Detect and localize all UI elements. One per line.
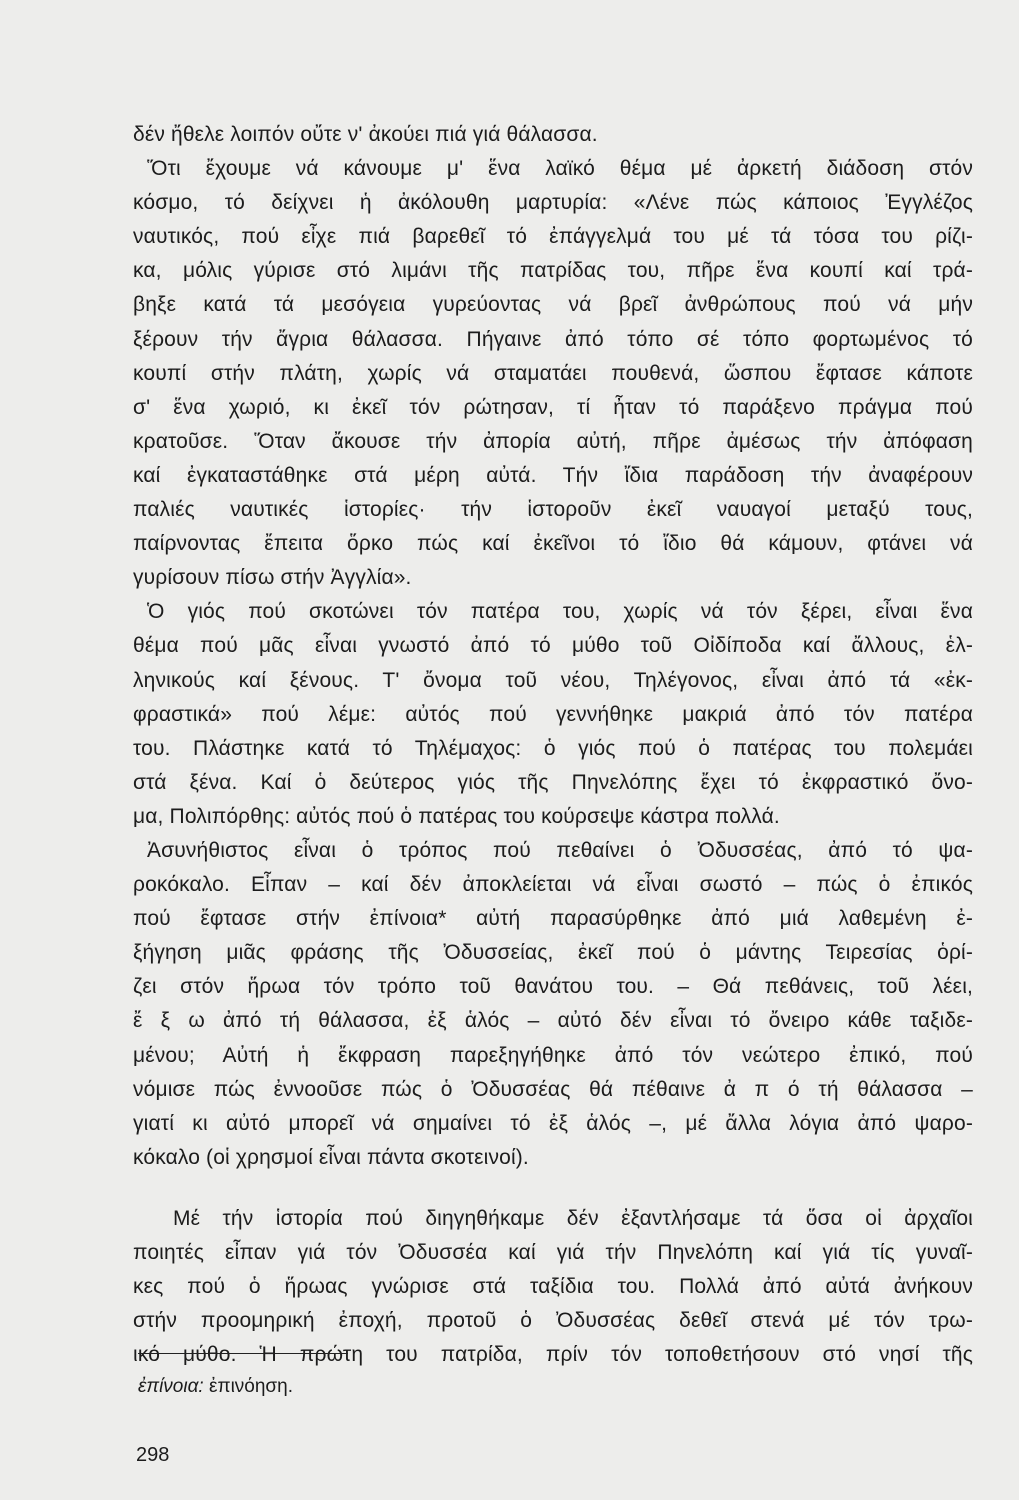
text-line: του. Πλάστηκε κατά τό Τηλέμαχος: ὁ γιός πού ὁ πατέρας του πολεμάει [133,736,973,760]
text-line: παλιές ναυτικές ἱστορίες· τήν ἱστοροῦν ἐκεῖ ναυαγοί μεταξύ τους, [133,498,973,522]
footnote-divider [138,1353,348,1354]
text-line: ἔ ξ ω ἀπό τή θάλασσα, ἐξ ἁλός – αὐτό δέν εἶναι τό ὄνειρο κάθε ταξιδε- [133,1009,973,1033]
footnote-definition: ἐπινόηση. [208,1376,293,1397]
text-line: ικό μύθο. Ἡ πρώτη του πατρίδα, πρίν τόν τοποθετήσουν στό νησί τῆς [133,1343,973,1367]
text-line: κόσμο, τό δείχνει ἡ ἀκόλουθη μαρτυρία: «Λένε πώς κάποιος Ἐγγλέζος [133,191,973,215]
text-line: νόμισε πώς ἐννοοῦσε πώς ὁ Ὀδυσσέας θά πέθαινε ἀ π ό τή θάλασσα – [133,1077,973,1101]
text-line: κουπί στήν πλάτη, χωρίς νά σταματάει πουθενά, ὥσπου ἔφτασε κάποτε [133,361,973,385]
text-line: παίρνοντας ἔπειτα ὅρκο πώς καί ἐκεῖνοι τό ἴδιο θά κάμουν, φτάνει νά [133,532,973,556]
text-line: φραστικά» πού λέμε: αὐτός πού γεννήθηκε μακριά ἀπό τόν πατέρα [133,702,973,726]
text-line: κόκαλο (οἱ χρησμοί εἶναι πάντα σκοτεινοί). [133,1145,529,1169]
text-line: μα, Πολιπόρθης: αὐτός πού ὁ πατέρας του κούρσεψε κάστρα πολλά. [133,804,780,828]
text-line: δέν ἤθελε λοιπόν οὔτε ν' ἀκούει πιά γιά θάλασσα. [133,123,598,146]
text-line: κα, μόλις γύρισε στό λιμάνι τῆς πατρίδας του, πῆρε ἕνα κουπί καί τρά- [133,259,973,283]
text-line: θέμα πού μᾶς εἶναι γνωστό ἀπό τό μύθο τοῦ Οἰδίποδα καί ἄλλους, ἑλ- [133,634,973,658]
text-line: μένου; Αὐτή ἡ ἔκφραση παρεξηγήθηκε ἀπό τόν νεώτερο ἐπικό, πού [133,1043,973,1067]
text-line: ζει στόν ἥρωα τόν τρόπο τοῦ θανάτου του. – Θά πεθάνεις, τοῦ λέει, [133,975,973,999]
text-line: ξέρουν τήν ἄγρια θάλασσα. Πήγαινε ἀπό τόπο σέ τόπο φορτωμένος τό [133,327,973,351]
text-line: κρατοῦσε. Ὅταν ἄκουσε τήν ἀπορία αὐτή, πῆρε ἀμέσως τήν ἀπόφαση [133,429,973,453]
text-line: καί ἐγκαταστάθηκε στά μέρη αὐτά. Τήν ἴδια παράδοση τήν ἀναφέρουν [133,463,973,487]
text-line: γυρίσουν πίσω στήν Ἀγγλία». [133,566,412,590]
text-line: βηξε κατά τά μεσόγεια γυρεύοντας νά βρεῖ ἀνθρώπους πού νά μήν [133,293,973,317]
footnote-term: ἐπίνοια: [138,1376,204,1397]
footnote [138,1374,293,1400]
text-line: ξήγηση μιᾶς φράσης τῆς Ὀδυσσείας, ἐκεῖ πού ὁ μάντης Τειρεσίας ὁρί- [133,941,973,965]
text-line: σ' ἕνα χωριό, κι ἐκεῖ τόν ρώτησαν, τί ἦταν τό παράξενο πράγμα πού [133,395,973,419]
text-line: γιατί κι αὐτό μπορεῖ νά σημαίνει τό ἐξ ἁλός –, μέ ἄλλα λόγια ἀπό ψαρο- [133,1111,973,1135]
text-line: πού ἔφτασε στήν ἐπίνοια* αὐτή παρασύρθηκε ἀπό μιά λαθεμένη ἐ- [133,907,973,931]
text-line: κες πού ὁ ἥρωας γνώρισε στά ταξίδια του. Πολλά ἀπό αὐτά ἀνήκουν [133,1275,973,1299]
text-line: στήν προομηρική ἐποχή, προτοῦ ὁ Ὀδυσσέας δεθεῖ στενά μέ τόν τρω- [133,1309,973,1333]
text-line: ναυτικός, πού εἶχε πιά βαρεθεῖ τό ἐπάγγελμά του μέ τά τόσα του ρίζι- [133,225,973,249]
text-line: ροκόκαλο. Εἶπαν – καί δέν ἀποκλείεται νά εἶναι σωστό – πώς ὁ ἐπικός [133,873,973,897]
text-line: ληνικούς καί ξένους. Τ' ὄνομα τοῦ νέου, Τηλέγονος, εἶναι ἀπό τά «ἐκ- [133,668,973,692]
text-line: Μέ τήν ἱστορία πού διηγηθήκαμε δέν ἐξαντλήσαμε τά ὅσα οἱ ἀρχαῖοι [173,1206,973,1230]
text-line: στά ξένα. Καί ὁ δεύτερος γιός τῆς Πηνελόπης ἔχει τό ἐκφραστικό ὄνο- [133,770,973,794]
text-line: Ἀσυνήθιστος εἶναι ὁ τρόπος πού πεθαίνει ὁ Ὀδυσσέας, ἀπό τό ψα- [147,838,973,862]
body-text [133,118,973,1372]
text-line: Ὁ γιός πού σκοτώνει τόν πατέρα του, χωρίς νά τόν ξέρει, εἶναι ἕνα [147,600,973,624]
text-line: ποιητές εἶπαν γιά τόν Ὀδυσσέα καί γιά τήν Πηνελόπη καί γιά τίς γυναῖ- [133,1241,973,1264]
page-number: 298 [136,1444,170,1466]
paragraph-gap [133,1175,973,1202]
text-line: Ὅτι ἔχουμε νά κάνουμε μ' ἕνα λαϊκό θέμα μέ ἀρκετή διάδοση στόν [147,157,973,181]
